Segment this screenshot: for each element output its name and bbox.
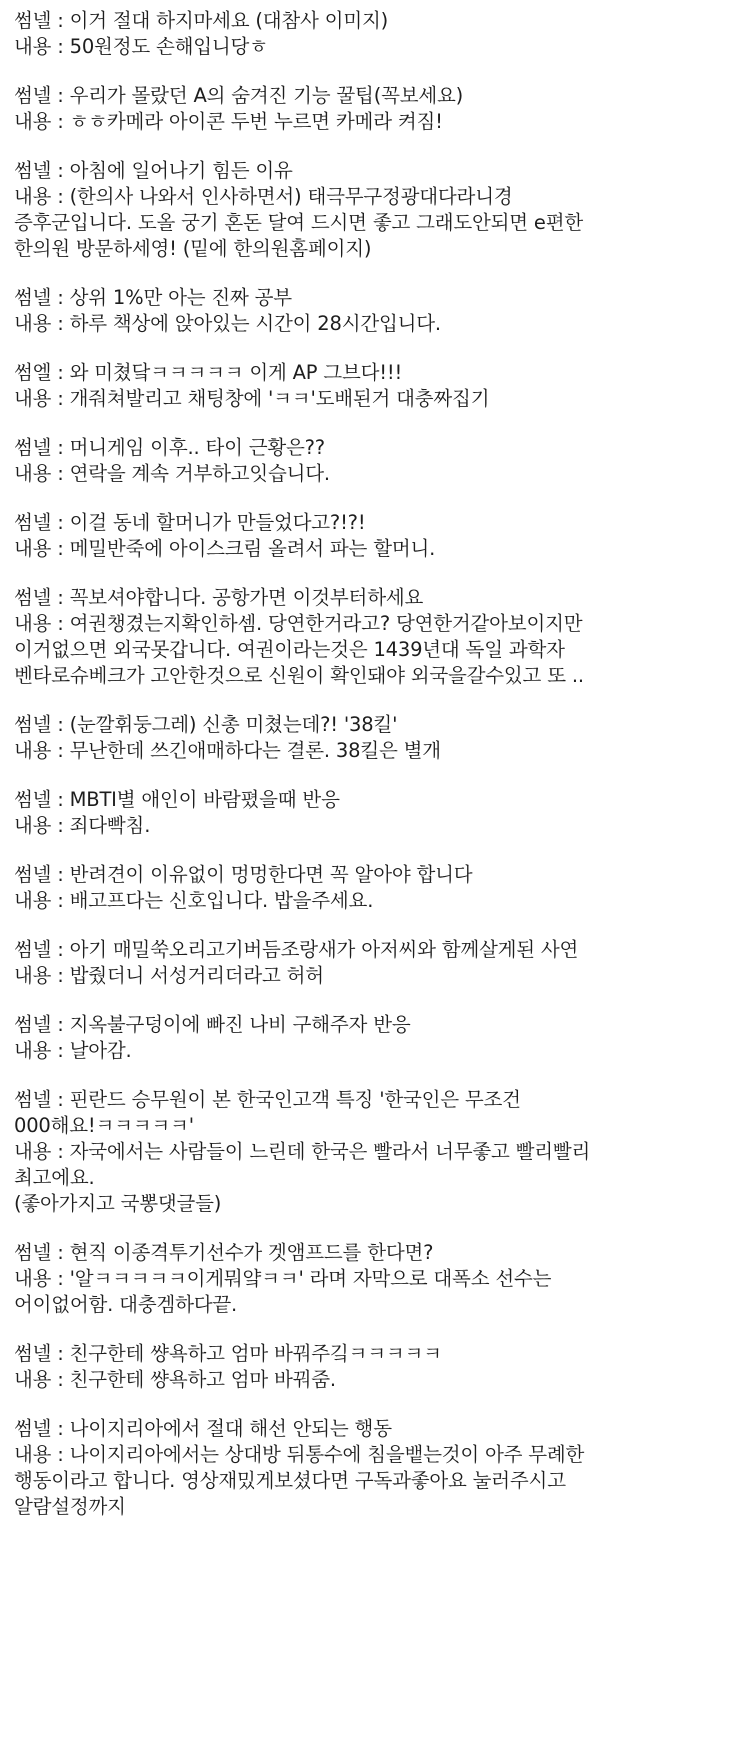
- entry-line: 썸넬 : 아기 매밀쑥오리고기버듬조랑새가 아저씨와 함께살게된 사연: [14, 938, 579, 961]
- entry-line: 내용 : 여권챙겼는지확인하셈. 당연한거라고? 당연한거같아보이지만: [14, 612, 583, 635]
- entry-line: 썸넬 : 아침에 일어나기 힘든 이유: [14, 159, 293, 182]
- entry: [14, 1087, 730, 1217]
- entry: [14, 83, 730, 135]
- entry-line: (좋아가지고 국뽕댓글들): [14, 1192, 222, 1215]
- entry-line: 내용 : 밥줬더니 서성거리더라고 허허: [14, 964, 324, 987]
- entry-line: 내용 : 배고프다는 신호입니다. 밥을주세요.: [14, 889, 374, 912]
- entry-line: 썸넬 : 이거 절대 하지마세요 (대참사 이미지): [14, 9, 389, 32]
- entry-line: 내용 : ㅎㅎ카메라 아이콘 두번 누르면 카메라 켜짐!: [14, 110, 443, 133]
- entry: [14, 435, 730, 487]
- entry-line: 썸넬 : 꼭보셔야합니다. 공항가면 이것부터하세요: [14, 586, 424, 609]
- entry-line: 행동이라고 합니다. 영상재밌게보셨다면 구독과좋아요 눌러주시고: [14, 1469, 566, 1492]
- entry-line: 내용 : 죄다빡침.: [14, 814, 151, 837]
- entry-line: 썸넬 : 현직 이종격투기선수가 겟앰프드를 한다면?: [14, 1241, 434, 1264]
- entry-line: 썸넬 : 반려견이 이유없이 멍멍한다면 꼭 알아야 합니다: [14, 863, 473, 886]
- entry-line: 썸넬 : 머니게임 이후.. 타이 근황은??: [14, 436, 325, 459]
- entry: [14, 1012, 730, 1064]
- entry-line: 내용 : 나이지리아에서는 상대방 뒤통수에 침을뱉는것이 아주 무례한: [14, 1443, 585, 1466]
- entry: [14, 787, 730, 839]
- entry-line: 썸넬 : MBTI별 애인이 바람폈을때 반응: [14, 788, 340, 811]
- entry-line: 썸넬 : 친구한테 썅욕하고 엄마 바꿔주깈ㅋㅋㅋㅋㅋ: [14, 1342, 442, 1365]
- entry-line: 썸넬 : 나이지리아에서 절대 해선 안되는 행동: [14, 1417, 392, 1440]
- entry: [14, 937, 730, 989]
- entry-line: 알람설정까지: [14, 1495, 126, 1518]
- entry: [14, 360, 730, 412]
- entry: [14, 712, 730, 764]
- entry: [14, 510, 730, 562]
- entry-line: 내용 : 친구한테 썅욕하고 엄마 바꿔줌.: [14, 1368, 336, 1391]
- entry: [14, 585, 730, 689]
- entry-line: 최고에요.: [14, 1166, 95, 1189]
- entry-line: 이거없으면 외국못갑니다. 여권이라는것은 1439년대 독일 과학자: [14, 638, 565, 661]
- entry: [14, 862, 730, 914]
- entry-line: 내용 : 자국에서는 사람들이 느린데 한국은 빨라서 너무좋고 빨리빨리: [14, 1140, 591, 1163]
- entry-line: 썸넬 : 상위 1%만 아는 진짜 공부: [14, 286, 292, 309]
- entry-line: 어이없어함. 대충겜하다끝.: [14, 1293, 238, 1316]
- entry-line: 썸넬 : 지옥불구덩이에 빠진 나비 구해주자 반응: [14, 1013, 411, 1036]
- entry: [14, 285, 730, 337]
- entry-line: 내용 : '알ㅋㅋㅋㅋㅋ이게뭐얔ㅋㅋ' 라며 자막으로 대폭소 선수는: [14, 1267, 552, 1290]
- entry: [14, 1240, 730, 1318]
- entry-line: 내용 : (한의사 나와서 인사하면서) 태극무구정광대다라니경: [14, 185, 513, 208]
- entry-line: 내용 : 50원정도 손해입니당ㅎ: [14, 35, 268, 58]
- entry-line: 썸넬 : 우리가 몰랐던 A의 숨겨진 기능 꿀팁(꼭보세요): [14, 84, 464, 107]
- entry: [14, 8, 730, 60]
- entry-line: 내용 : 하루 책상에 앉아있는 시간이 28시간입니다.: [14, 312, 441, 335]
- entry: [14, 1416, 730, 1520]
- entry-line: 증후군입니다. 도올 궁기 혼돈 달여 드시면 좋고 그래도안되면 e편한: [14, 211, 583, 234]
- entry-line: 내용 : 개줘쳐발리고 채팅창에 'ㅋㅋ'도배된거 대충짜집기: [14, 387, 490, 410]
- entry-line: 썸넬 : 핀란드 승무원이 본 한국인고객 특징 '한국인은 무조건: [14, 1088, 521, 1111]
- entry-line: 벤타로슈베크가 고안한것으로 신원이 확인돼야 외국을갈수있고 또 ..: [14, 664, 584, 687]
- entry: [14, 158, 730, 262]
- entry-line: 한의원 방문하세영! (밑에 한의원홈페이지): [14, 237, 372, 260]
- entry-line: 내용 : 무난한데 쓰긴애매하다는 결론. 38킬은 별개: [14, 739, 441, 762]
- entry-line: 내용 : 날아감.: [14, 1039, 132, 1062]
- entry: [14, 1341, 730, 1393]
- entry-line: 000해요!ㅋㅋㅋㅋㅋ': [14, 1114, 194, 1137]
- entry-line: 썸넬 : (눈깔휘둥그레) 신총 미쳤는데?! '38킬': [14, 713, 398, 736]
- entry-line: 썸넬 : 이걸 동네 할머니가 만들었다고?!?!: [14, 511, 366, 534]
- entry-line: 내용 : 연락을 계속 거부하고잇습니다.: [14, 462, 330, 485]
- entry-line: 내용 : 메밀반죽에 아이스크림 올려서 파는 할머니.: [14, 537, 436, 560]
- entry-line: 썸엘 : 와 미쳤닼ㅋㅋㅋㅋㅋ 이게 AP 그브다!!!: [14, 361, 403, 384]
